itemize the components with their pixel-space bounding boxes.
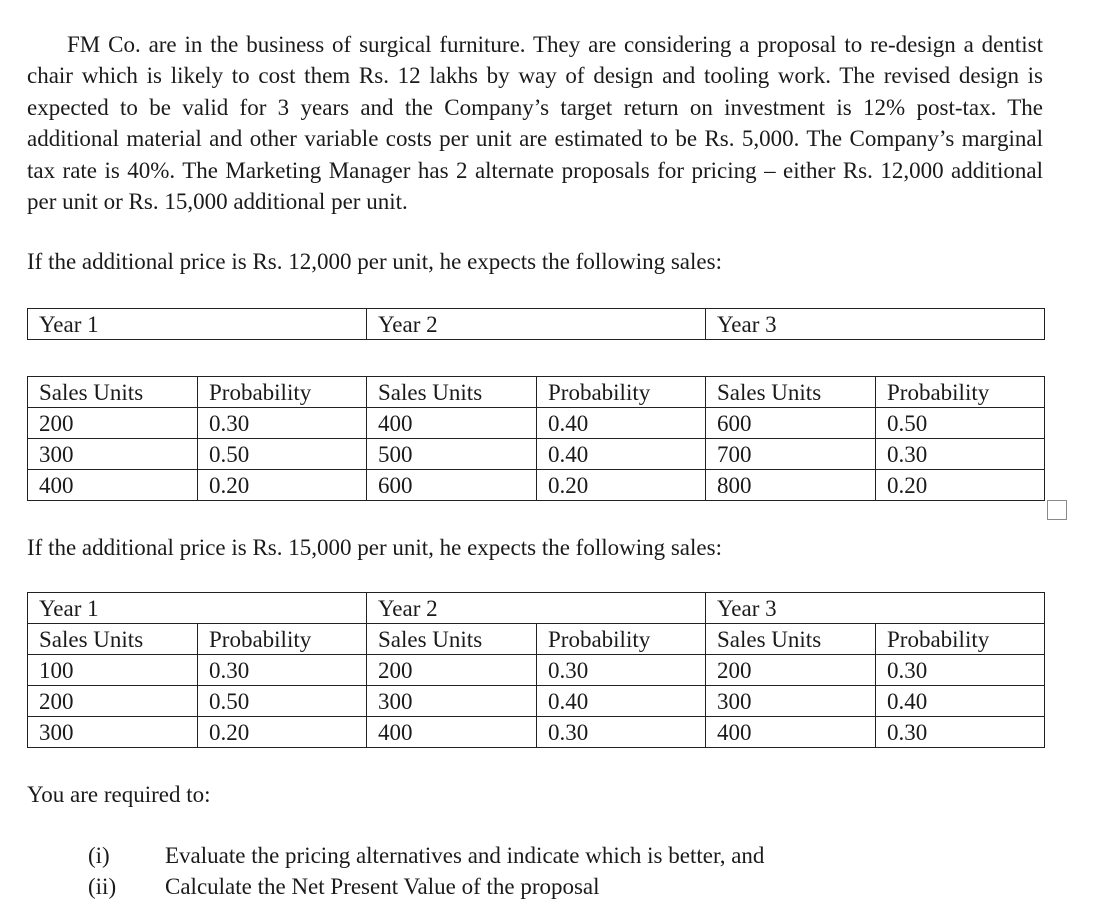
table-cell: 0.50 — [198, 686, 367, 717]
intro-line: is 12% post-tax. The additional material and other variable costs per unit are estimated to be Rs. — [27, 94, 1043, 152]
table-cell: 0.40 — [537, 408, 706, 439]
year-label: Year 3 — [706, 593, 1045, 624]
requirement-number: (i) — [88, 843, 110, 868]
requirement-item — [88, 840, 764, 871]
column-header: Probability — [876, 624, 1045, 655]
table-cell: 200 — [367, 655, 537, 686]
table-cell: 300 — [28, 717, 198, 748]
table-cell: 0.30 — [537, 717, 706, 748]
table-cell: 400 — [367, 408, 537, 439]
empty-checkbox[interactable] — [1047, 500, 1067, 520]
scenario-1-year-header — [27, 308, 1045, 340]
column-header: Probability — [876, 377, 1045, 408]
table-cell: 0.30 — [198, 655, 367, 686]
table-cell: 0.20 — [537, 470, 706, 501]
requirement-number: (ii) — [88, 874, 117, 899]
table-cell: 700 — [706, 439, 876, 470]
table-cell: 400 — [706, 717, 876, 748]
table-cell: 400 — [367, 717, 537, 748]
table-cell: 400 — [28, 470, 198, 501]
table-cell: 600 — [706, 408, 876, 439]
problem-statement — [27, 29, 1043, 217]
table-cell: 300 — [28, 439, 198, 470]
table-cell: 0.20 — [198, 717, 367, 748]
table-cell: 800 — [706, 470, 876, 501]
column-header: Sales Units — [367, 624, 537, 655]
year-label: Year 1 — [28, 309, 367, 340]
table-cell: 300 — [706, 686, 876, 717]
scenario-1-heading: If the additional price is Rs. 12,000 per unit, he expects the following sales: — [27, 249, 722, 274]
table-cell: 0.20 — [876, 470, 1045, 501]
table-cell: 0.30 — [198, 408, 367, 439]
column-header: Sales Units — [28, 377, 198, 408]
table-cell: 0.30 — [876, 655, 1045, 686]
column-header: Sales Units — [706, 624, 876, 655]
table-cell: 200 — [706, 655, 876, 686]
scenario-2-table — [27, 592, 1045, 748]
year-label: Year 2 — [367, 309, 706, 340]
intro-line: a dentist chair which is likely to cost them Rs. 12 lakhs by way of design and tooling work. The — [27, 32, 1043, 89]
column-header: Probability — [537, 377, 706, 408]
year-label: Year 3 — [706, 309, 1045, 340]
table-cell: 200 — [28, 408, 198, 439]
scenario-1-table — [27, 376, 1045, 501]
table-cell: 0.50 — [198, 439, 367, 470]
table-cell: 0.40 — [876, 686, 1045, 717]
requirements-heading: You are required to: — [27, 782, 211, 807]
table-cell: 0.30 — [537, 655, 706, 686]
year-label: Year 2 — [367, 593, 706, 624]
table-cell: 0.20 — [198, 470, 367, 501]
intro-line: for pricing – either Rs. 12,000 additional per unit or Rs. 15,000 additional per unit. — [27, 157, 1044, 215]
column-header: Sales Units — [367, 377, 537, 408]
column-header: Probability — [198, 377, 367, 408]
table-cell: 0.40 — [537, 686, 706, 717]
table-cell: 0.50 — [876, 408, 1045, 439]
column-header: Probability — [537, 624, 706, 655]
table-cell: 100 — [28, 655, 198, 686]
column-header: Sales Units — [706, 377, 876, 408]
table-cell: 600 — [367, 470, 537, 501]
scenario-2-heading: If the additional price is Rs. 15,000 per unit, he expects the following sales: — [27, 535, 722, 560]
year-label: Year 1 — [28, 593, 367, 624]
column-header: Sales Units — [28, 624, 198, 655]
intro-line: 5,000. The Company’s marginal tax rate is 40%. The Marketing Manager has 2 alternate proposals — [27, 126, 1043, 183]
table-cell: 0.30 — [876, 717, 1045, 748]
table-cell: 300 — [367, 686, 537, 717]
intro-line: revised design is expected to be valid for 3 years and the Company’s target return on investment — [27, 63, 1044, 120]
requirement-text: Calculate the Net Present Value of the proposal — [165, 874, 600, 899]
table-cell: 200 — [28, 686, 198, 717]
table-cell: 500 — [367, 439, 537, 470]
column-header: Probability — [198, 624, 367, 655]
requirement-text: Evaluate the pricing alternatives and indicate which is better, and — [165, 843, 765, 868]
intro-line: FM Co. are in the business of surgical furniture. They are considering a proposal to re-design — [67, 32, 956, 57]
table-cell: 0.40 — [537, 439, 706, 470]
table-cell: 0.30 — [876, 439, 1045, 470]
requirement-item — [88, 871, 600, 902]
